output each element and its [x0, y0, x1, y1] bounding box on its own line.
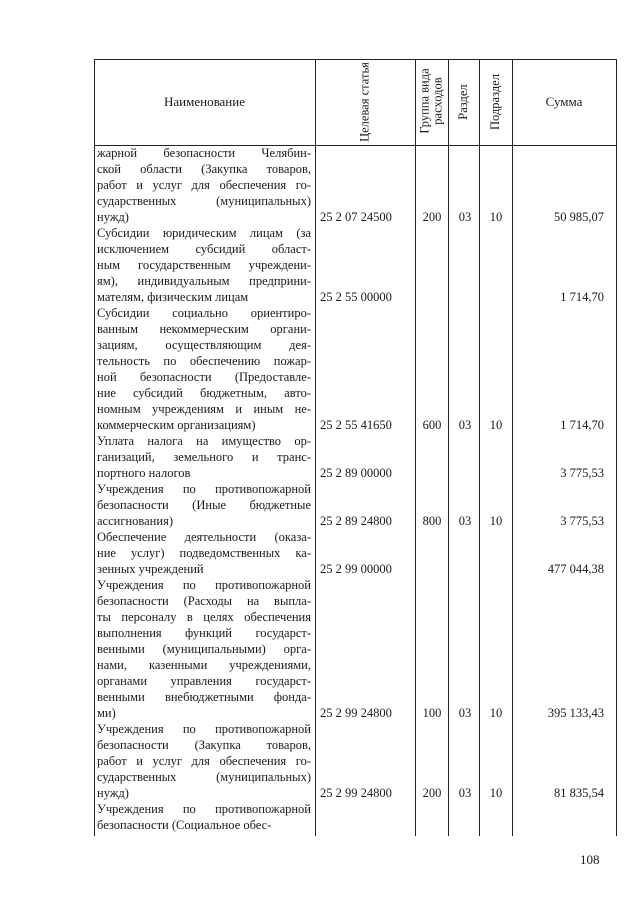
- row-code: 25 2 89 00000: [320, 466, 392, 480]
- row-name-line: сударственных (муниципальных): [97, 194, 311, 208]
- row-name-line: Субсидии социально ориентиро-: [97, 306, 311, 320]
- row-group: 600: [422, 418, 442, 432]
- row-group: 100: [422, 706, 442, 720]
- row-name-line: ние услуг) подведомственных ка-: [97, 546, 311, 560]
- row-name-line: зенных учреждений: [97, 562, 204, 576]
- row-sum: 477 044,38: [547, 562, 604, 576]
- row-subsection: 10: [489, 514, 503, 528]
- row-code: 25 2 89 24800: [320, 514, 392, 528]
- row-name-line: работ и услуг для обеспечения го-: [97, 178, 311, 192]
- row-name-line: Обеспечение деятельности (оказа-: [97, 530, 311, 544]
- row-group: 800: [422, 514, 442, 528]
- row-name-line: нужд): [97, 210, 129, 224]
- row-name-line: сударственных (муниципальных): [97, 770, 311, 784]
- table-border-name: [315, 59, 316, 836]
- row-name-line: венными внебюджетными фонда-: [97, 690, 311, 704]
- row-name: [97, 721, 311, 801]
- header-group: Группа вида расходов: [417, 68, 445, 134]
- row-code: 25 2 99 00000: [320, 562, 392, 576]
- row-code: 25 2 07 24500: [320, 210, 392, 224]
- row-name-line: выполнения функций государст-: [97, 626, 311, 640]
- row-code: 25 2 99 24800: [320, 706, 392, 720]
- row-sum: 1 714,70: [560, 418, 604, 432]
- row-name-line: ям), индивидуальным предприни-: [97, 274, 311, 288]
- row-sum: 3 775,53: [560, 514, 604, 528]
- row-section: 03: [458, 706, 472, 720]
- row-section: 03: [458, 210, 472, 224]
- row-name-line: Уплата налога на имущество ор-: [97, 434, 311, 448]
- row-name-line: зациям, осуществляющим дея-: [97, 338, 311, 352]
- row-name-line: номным учреждениям и иным не-: [97, 402, 311, 416]
- row-name-line: безопасности (Социальное обес-: [97, 818, 272, 832]
- row-name: [97, 433, 311, 481]
- header-group-cell: [415, 60, 448, 145]
- page-number: 108: [580, 852, 600, 867]
- row-code: 25 2 55 00000: [320, 290, 392, 304]
- row-subsection: 10: [489, 418, 503, 432]
- header-target-cell: [315, 60, 415, 145]
- row-name-line: работ и услуг для обеспечения го-: [97, 754, 311, 768]
- table-border-right: [616, 59, 617, 836]
- row-name-line: ми): [97, 706, 116, 720]
- row-name-line: ние субсидий бюджетным, авто-: [97, 386, 311, 400]
- row-name-line: безопасности (Расходы на выпла-: [97, 594, 311, 608]
- row-name-line: Учреждения по противопожарной: [97, 578, 311, 592]
- row-sum: 3 775,53: [560, 466, 604, 480]
- row-name-line: жарной безопасности Челябин-: [97, 146, 311, 160]
- row-name-line: органами управления государст-: [97, 674, 311, 688]
- row-name: [97, 145, 311, 225]
- row-name: [97, 529, 311, 577]
- row-name-line: тельность по обеспечению пожар-: [97, 354, 311, 368]
- row-name-line: ным государственным учреждени-: [97, 258, 311, 272]
- row-section: 03: [458, 418, 472, 432]
- row-subsection: 10: [489, 786, 503, 800]
- row-name-line: безопасности (Иные бюджетные: [97, 498, 311, 512]
- row-name: [97, 801, 311, 833]
- row-name-line: ской области (Закупка товаров,: [97, 162, 311, 176]
- row-name: [97, 305, 311, 433]
- row-name-line: венными (муниципальными) орга-: [97, 642, 311, 656]
- row-name-line: Субсидии юридическим лицам (за: [97, 226, 311, 240]
- row-subsection: 10: [489, 210, 503, 224]
- row-name: [97, 577, 311, 721]
- header-subsection: Подраздел: [488, 74, 502, 130]
- table-border-subsection: [512, 59, 513, 836]
- table-border-code: [415, 59, 416, 836]
- row-name-line: ганизаций, земельного и транс-: [97, 450, 311, 464]
- header-subsection-cell: [479, 60, 512, 145]
- row-group: 200: [422, 210, 442, 224]
- row-name: [97, 481, 311, 529]
- row-subsection: 10: [489, 706, 503, 720]
- row-code: 25 2 99 24800: [320, 786, 392, 800]
- row-name-line: коммерческим организациям): [97, 418, 256, 432]
- header-section: Раздел: [456, 84, 470, 120]
- row-name-line: безопасности (Закупка товаров,: [97, 738, 311, 752]
- row-name-line: нами, казенными учреждениями,: [97, 658, 311, 672]
- row-code: 25 2 55 41650: [320, 418, 392, 432]
- row-section: 03: [458, 786, 472, 800]
- row-section: 03: [458, 514, 472, 528]
- row-name-line: ванным некоммерческим органи-: [97, 322, 311, 336]
- row-sum: 50 985,07: [554, 210, 604, 224]
- row-name-line: мателям, физическим лицам: [97, 290, 249, 304]
- row-name-line: ной безопасности (Предоставле-: [97, 370, 311, 384]
- row-name: [97, 225, 311, 305]
- row-name-line: ты персоналу в целях обеспечения: [97, 610, 311, 624]
- table-border-group: [448, 59, 449, 836]
- row-group: 200: [422, 786, 442, 800]
- table-border-left: [94, 59, 95, 836]
- header-sum: Сумма: [545, 94, 583, 109]
- row-name-line: ассигнования): [97, 514, 173, 528]
- row-name-line: нужд): [97, 786, 129, 800]
- row-sum: 395 133,43: [547, 706, 604, 720]
- row-name-line: портного налогов: [97, 466, 191, 480]
- row-sum: 81 835,54: [554, 786, 604, 800]
- row-name-line: Учреждения по противопожарной: [97, 482, 311, 496]
- header-name: Наименование: [164, 94, 245, 109]
- row-name-line: Учреждения по противопожарной: [97, 802, 311, 816]
- row-name-line: исключением субсидий област-: [97, 242, 311, 256]
- header-section-cell: [448, 60, 479, 145]
- row-name-line: Учреждения по противопожарной: [97, 722, 311, 736]
- header-target: Целевая статья: [357, 62, 372, 142]
- row-sum: 1 714,70: [560, 290, 604, 304]
